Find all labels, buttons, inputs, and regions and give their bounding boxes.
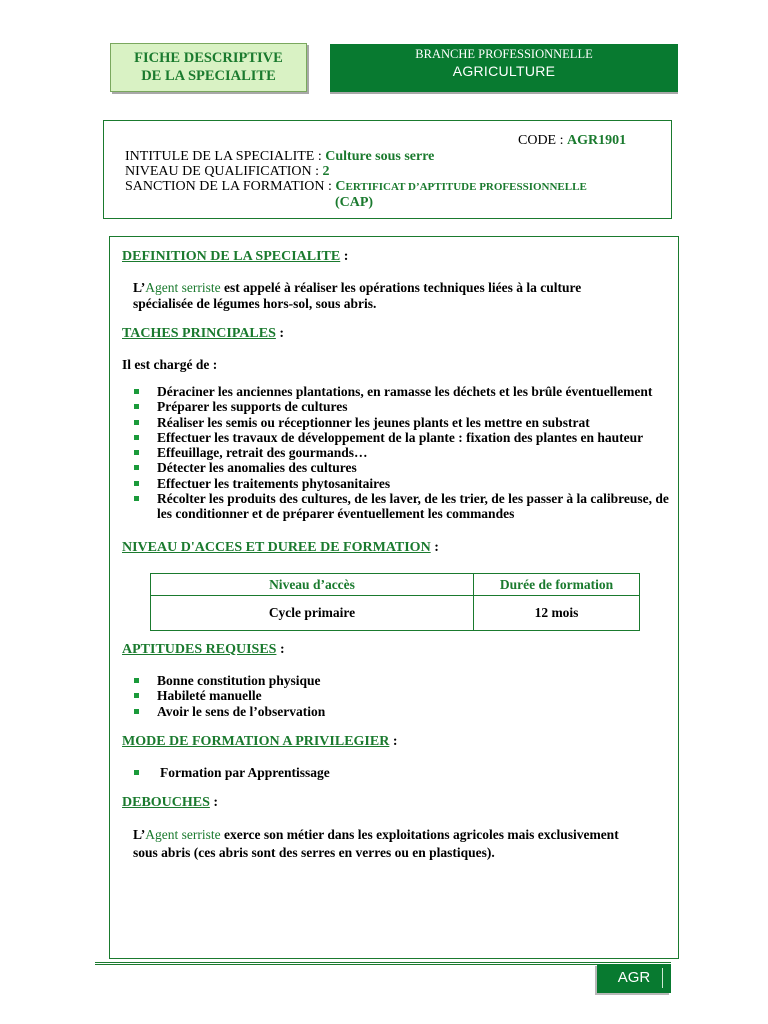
list-item: Effectuer les traitements phytosanitaires	[110, 476, 687, 491]
niveau-line	[125, 164, 330, 180]
intitule-line	[125, 149, 434, 165]
bullet-icon	[134, 404, 139, 409]
branche-label: BRANCHE PROFESSIONNELLE	[415, 47, 593, 61]
specialite-info-box	[103, 120, 672, 219]
sanction-line	[125, 179, 587, 195]
code-line	[518, 133, 626, 149]
fiche-title-line1: FICHE DESCRIPTIVE	[134, 50, 283, 66]
taches-heading: TACHES PRINCIPALES :	[122, 326, 285, 341]
bullet-icon	[134, 770, 139, 775]
debouches-paragraph: L’Agent serriste exerce son métier dans les exploitations agricoles mais exclusivement sous abris (ces abris sont des serres en verres ou en plastiques).	[133, 827, 619, 860]
list-item: Récolter les produits des cultures, de les laver, de les trier, de les passer à la calibreuse, de les conditionner et de préparer éventuellement les commandes	[110, 491, 687, 522]
table-row	[151, 596, 640, 631]
bullet-icon	[134, 481, 139, 486]
sanction-abbr-line	[335, 195, 373, 211]
list-item: Habileté manuelle	[110, 688, 325, 703]
fiche-descriptive-box	[110, 43, 307, 92]
list-item: Réaliser les semis ou réceptionner les jeunes plants et les mettre en substrat	[110, 415, 687, 430]
sanction-label: SANCTION DE LA FORMATION :	[125, 179, 336, 194]
debouches-heading-text: DEBOUCHES	[122, 795, 210, 810]
list-item: Effeuillage, retrait des gourmands…	[110, 445, 687, 460]
bullet-icon	[134, 420, 139, 425]
branche-name: AGRICULTURE	[452, 63, 556, 79]
code-value: AGR1901	[567, 133, 627, 148]
bullet-icon	[134, 435, 139, 440]
aptitudes-heading: APTITUDES REQUISES :	[122, 642, 285, 657]
sanction-value-rest: ERTIFICAT D’APTITUDE PROFESSIONNELLE	[345, 181, 587, 193]
col-niveau-acces: Niveau d’accès	[151, 574, 474, 596]
agent-serriste-term: Agent serriste	[145, 827, 221, 842]
definition-paragraph: L’Agent serriste est appelé à réaliser les opérations techniques liées à la culture spécialisée de légumes hors-sol, sous abris.	[133, 280, 582, 311]
mode-list	[110, 765, 330, 780]
branche-box	[330, 44, 678, 92]
table-header-row	[151, 574, 640, 596]
list-item: Préparer les supports de cultures	[110, 399, 687, 414]
bullet-icon	[134, 709, 139, 714]
bullet-icon	[134, 465, 139, 470]
list-item: Effectuer les travaux de développement de la plante : fixation des plantes en hauteur	[110, 430, 687, 445]
list-item: Détecter les anomalies des cultures	[110, 460, 687, 475]
taches-list	[110, 384, 687, 522]
bullet-icon	[134, 678, 139, 683]
cell-duree-formation: 12 mois	[474, 596, 640, 631]
agr-badge-label: AGR	[617, 969, 651, 986]
agr-footer-badge	[597, 964, 671, 993]
mode-heading: MODE DE FORMATION A PRIVILEGIER :	[122, 734, 398, 749]
niveau-label: NIVEAU DE QUALIFICATION :	[125, 164, 323, 179]
bullet-icon	[134, 450, 139, 455]
sanction-value-first: C	[335, 179, 346, 194]
footer-divider	[95, 962, 671, 965]
acces-heading-text: NIVEAU D'ACCES ET DUREE DE FORMATION	[122, 540, 431, 555]
definition-heading-text: DEFINITION DE LA SPECIALITE	[122, 249, 341, 264]
taches-intro: Il est chargé de :	[122, 357, 218, 372]
mode-heading-text: MODE DE FORMATION A PRIVILEGIER	[122, 734, 390, 749]
acces-table	[150, 573, 640, 631]
intitule-label: INTITULE DE LA SPECIALITE :	[125, 149, 326, 164]
list-item: Déraciner les anciennes plantations, en ramasse les déchets et les brûle éventuellement	[110, 384, 687, 399]
main-content-box	[109, 236, 679, 959]
definition-heading: DEFINITION DE LA SPECIALITE :	[122, 249, 349, 264]
aptitudes-list	[110, 673, 325, 719]
debouches-heading: DEBOUCHES :	[122, 795, 219, 810]
taches-heading-text: TACHES PRINCIPALES	[122, 326, 276, 341]
bullet-icon	[134, 496, 139, 501]
cell-niveau-acces: Cycle primaire	[151, 596, 474, 631]
acces-heading: NIVEAU D'ACCES ET DUREE DE FORMATION :	[122, 540, 439, 555]
intitule-value: Culture sous serre	[325, 149, 435, 164]
fiche-title-line2: DE LA SPECIALITE	[141, 68, 276, 84]
niveau-value: 2	[322, 164, 330, 179]
col-duree-formation: Durée de formation	[474, 574, 640, 596]
list-item: Formation par Apprentissage	[110, 765, 330, 780]
sanction-abbr: (CAP)	[335, 195, 374, 210]
list-item: Avoir le sens de l’observation	[110, 704, 325, 719]
bullet-icon	[134, 693, 139, 698]
agent-serriste-term: Agent serriste	[145, 280, 221, 295]
bullet-icon	[134, 389, 139, 394]
aptitudes-heading-text: APTITUDES REQUISES	[122, 642, 277, 657]
list-item: Bonne constitution physique	[110, 673, 325, 688]
code-label: CODE :	[518, 133, 567, 148]
badge-divider	[662, 968, 663, 988]
